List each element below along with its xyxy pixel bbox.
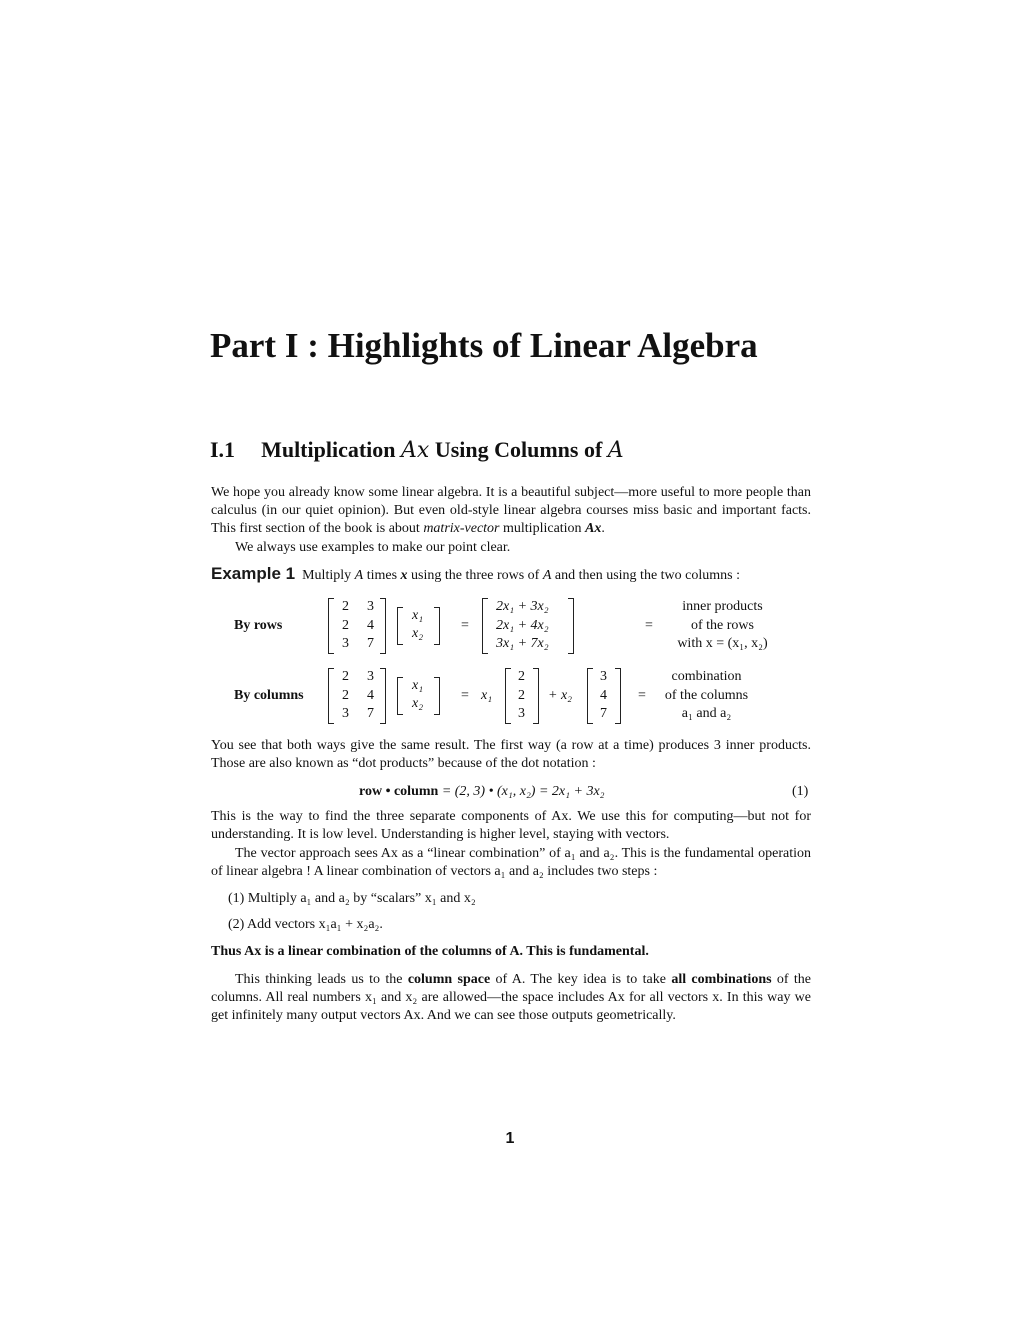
paragraph-vector-approach: The vector approach sees Ax as a “linear combination” of a₁ and a₂. This is the fundamental operation of linear algebra ! A linear combination of vectors a₁ and a₂ includes two steps : — [211, 846, 811, 879]
column2-bracket-left — [587, 668, 593, 724]
matrix-bracket-left — [328, 668, 334, 724]
matrix-bracket-right — [380, 598, 386, 654]
intro-paragraph: We hope you already know some linear algebra. It is a beautiful subject—more useful to more people than calculus (in our quiet opinion). But even old-style linear algebra courses miss basic and important facts. This first section of the book is about matrix-vector multiplication Ax. — [211, 485, 811, 536]
vector-bracket-right — [434, 607, 440, 645]
matrix-bracket-right — [380, 668, 386, 724]
vector-bracket-left — [397, 677, 403, 715]
matrix-bracket-left — [328, 598, 334, 654]
section-title-math-ax: Ax — [401, 438, 430, 463]
step-2: (2) Add vectors x₁a₁ + x₂a₂. — [228, 917, 383, 932]
column1-bracket-left — [505, 668, 511, 724]
part-title: Part I : Highlights of Linear Algebra — [210, 326, 758, 365]
result-bracket-right — [568, 598, 574, 654]
column-space-term: column space — [407, 972, 491, 987]
vector-bracket-right — [434, 677, 440, 715]
section-title-math-a: A — [607, 438, 624, 463]
equation-1: row • column = (2, 3) • (x₁, x₂) = 2x₁ + 3x₂ — [359, 784, 605, 799]
column2-bracket-right — [615, 668, 621, 724]
section-title-a: Multiplication — [261, 437, 402, 462]
step-1: (1) Multiply a₁ and a₂ by “scalars” x₁ and x₂ — [228, 891, 476, 906]
section-title-b: Using Columns of — [429, 437, 608, 462]
by-columns-label: By columns — [234, 688, 304, 703]
paragraph-dot-products: You see that both ways give the same result. The first way (a row at a time) produces 3 inner products. Those are also known as “dot products” because of the dot notation : — [211, 738, 811, 771]
example-heading: Example 1 Multiply A times x using the three rows of A and then using the two columns : — [211, 564, 740, 583]
column1-bracket-right — [533, 668, 539, 724]
paragraph-low-level: This is the way to find the three separate components of Ax. We use this for computing—but not for understanding. It is low level. Understanding is higher level, staying with vectors. — [211, 809, 811, 842]
matrix-vector-emphasis: matrix-vector — [423, 521, 500, 536]
paragraph-column-space: This thinking leads us to the column space of A. The key idea is to take all combinations of the columns. All real numbers x₁ and x₂ are allowed—the space includes Ax for all vectors x. In this way we get infinitely many output vectors Ax. And we can see those outputs geometrically. — [211, 972, 812, 1023]
vector-bracket-left — [397, 607, 403, 645]
result-bracket-left — [482, 598, 488, 654]
section-title — [210, 437, 624, 463]
page-number: 1 — [505, 1130, 515, 1147]
by-rows-label: By rows — [234, 618, 283, 633]
equation-number: (1) — [792, 784, 809, 799]
section-number: I.1 — [210, 437, 236, 462]
all-combinations-term: all combinations — [671, 972, 772, 987]
example-label: Example 1 — [211, 564, 296, 583]
intro-paragraph-2: We always use examples to make our point clear. — [235, 540, 511, 555]
thus-statement: Thus Ax is a linear combination of the columns of A. This is fundamental. — [211, 944, 649, 959]
